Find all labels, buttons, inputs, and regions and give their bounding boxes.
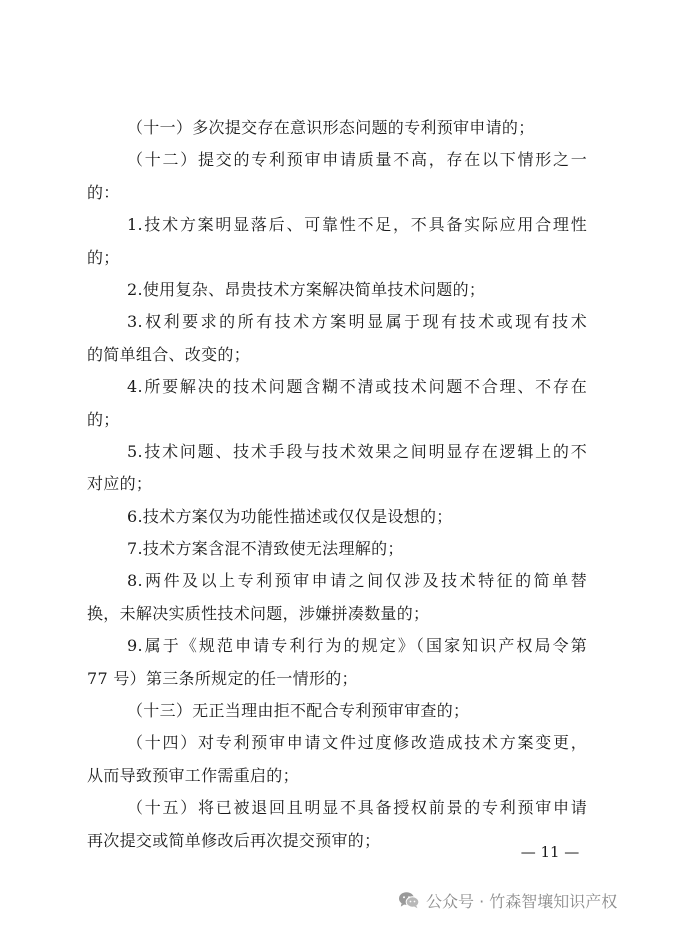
item-8-line-1: 8.两件及以上专利预审申请之间仅涉及技术特征的简单替 xyxy=(127,571,587,591)
item-5-line-2: 对应的； xyxy=(87,474,153,494)
item-6: 6.技术方案仅为功能性描述或仅仅是设想的； xyxy=(127,506,453,526)
item-3-line-1: 3.权利要求的所有技术方案明显属于现有技术或现有技术 xyxy=(127,312,587,332)
item-3-line-2: 的简单组合、改变的； xyxy=(87,344,251,364)
item-2: 2.使用复杂、昂贵技术方案解决简单技术问题的； xyxy=(127,279,486,299)
item-8-line-2: 换，未解决实质性技术问题，涉嫌拼凑数量的； xyxy=(87,603,430,623)
paragraph-13: （十三）无正当理由拒不配合专利预审审查的； xyxy=(127,701,470,721)
item-4-line-1: 4.所要解决的技术问题含糊不清或技术问题不合理、不存在 xyxy=(127,377,587,397)
paragraph-15-line-2: 再次提交或简单修改后再次提交预审的； xyxy=(87,830,381,850)
paragraph-11: （十一）多次提交存在意识形态问题的专利预审申请的； xyxy=(127,118,535,137)
item-5-line-1: 5.技术问题、技术手段与技术效果之间明显存在逻辑上的不 xyxy=(127,441,587,461)
watermark xyxy=(398,887,617,913)
document-body xyxy=(87,118,587,863)
paragraph-12-line-1: （十二）提交的专利预审申请质量不高，存在以下情形之一 xyxy=(127,150,587,170)
paragraph-14-line-2: 从而导致预审工作需重启的； xyxy=(87,765,299,785)
paragraph-15-line-1: （十五）将已被退回且明显不具备授权前景的专利预审申请 xyxy=(127,798,587,818)
page-number: — 11 — xyxy=(520,843,580,861)
paragraph-14-line-1: （十四）对专利预审申请文件过度修改造成技术方案变更， xyxy=(127,733,587,753)
wechat-icon xyxy=(398,891,420,909)
item-9-line-2: 77 号）第三条所规定的任一情形的； xyxy=(87,668,358,688)
watermark-text: 公众号 · 竹森智壤知识产权 xyxy=(426,891,618,911)
item-1-line-1: 1.技术方案明显落后、可靠性不足，不具备实际应用合理性 xyxy=(127,215,587,235)
item-4-line-2: 的； xyxy=(87,409,120,429)
item-9-line-1: 9.属于《规范申请专利行为的规定》（国家知识产权局令第 xyxy=(127,636,587,656)
paragraph-12-line-2: 的： xyxy=(87,182,120,202)
item-1-line-2: 的； xyxy=(87,247,120,267)
item-7: 7.技术方案含混不清致使无法理解的； xyxy=(127,539,404,559)
